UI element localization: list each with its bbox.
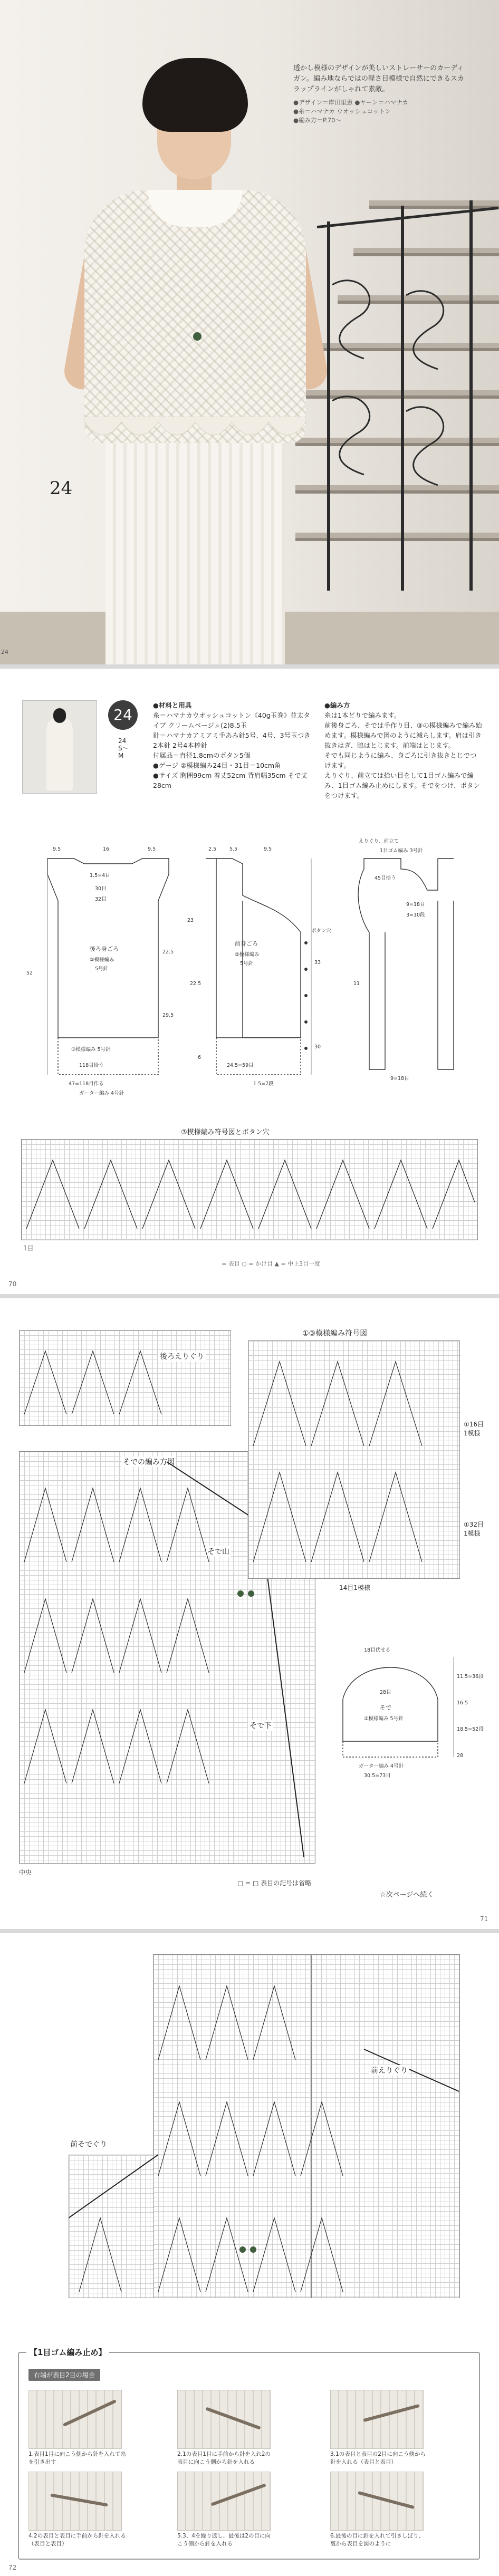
model-figure [63, 58, 338, 664]
needle-icon [363, 2404, 420, 2422]
materials-line: 付属品＝直径1.8cmのボタン5個 [153, 751, 251, 759]
credit-line: ●編み方＝P.70〜 [293, 117, 341, 124]
method-block [324, 700, 483, 800]
dim-label: 3=10段 [406, 912, 425, 918]
lace-motifs [69, 1954, 459, 2297]
collar-label: えりぐり、前立て [359, 838, 399, 844]
lace-motifs [248, 1340, 459, 1578]
dim-label: 11 [353, 981, 360, 987]
sleeve-under-label: そで下 [248, 1720, 273, 1731]
dim-label: 118目拾う [79, 1063, 104, 1068]
dim-label: 18.5=52段 [457, 1726, 484, 1732]
sleeve-title: そで [380, 1704, 391, 1711]
repeat-label-c: 14目1模様 [338, 1583, 372, 1592]
dim-label: 11.5=36段 [457, 1674, 484, 1680]
brooch [193, 332, 201, 341]
front-armhole-label: 前えりぐり [369, 2065, 409, 2076]
method-line: えりぐり、前立ては拾い目をして1目ゴム編みで編み、1目ゴム編み止めにします。そでをつけ、ボタンをつけます。 [324, 771, 480, 799]
step-caption: 6.最後の目に針を入れて引きしぼり、裏から表目を図のように [330, 2533, 425, 2547]
collar-band-schematic [358, 858, 454, 1069]
dim-label: 30目 [95, 886, 107, 892]
needle-icon [63, 2399, 117, 2427]
dim-label: 52 [26, 970, 33, 976]
schematic-diagram [16, 827, 483, 1122]
center-mark: 中央 [19, 1869, 32, 1876]
railing-scrollwork [327, 264, 475, 517]
credit-line: ●糸＝ハマナカ ウオッシュコットン [293, 108, 391, 115]
dim-label: 16.5 [457, 1700, 468, 1706]
dim-label: 6 [198, 1055, 201, 1060]
dim-label: 32目 [95, 896, 107, 902]
back-armhole-label: 後ろえりぐり [158, 1351, 206, 1362]
step-caption: 5.3、4を繰り返し、最後は2の目に向こう側から針を入れる [177, 2533, 271, 2547]
dim-label: 47=118目作る [69, 1081, 104, 1087]
method-line: 前後身ごろ、そでは手作り目、③の模様編みで編み始めます。模様編みで図のように減らします。肩は引き抜きはぎ、脇はとじます。前端はとじます。 [324, 721, 482, 749]
model-hair [142, 58, 248, 132]
dim-label: 23 [187, 918, 194, 923]
side-page-number: 24 [1, 649, 8, 655]
dim-label: 29.5 [162, 1012, 174, 1018]
dim-label: 30 [314, 1044, 321, 1050]
button-holes [304, 941, 308, 1050]
needle-icon [205, 2407, 261, 2429]
dim-label: 1.5=7段 [253, 1081, 274, 1087]
pattern-chart-title: ①③模様編み符号図 [301, 1328, 369, 1338]
chart-title: ③模様編み符号図とボタン穴 [179, 1126, 271, 1136]
stair-step [353, 248, 499, 256]
method-heading: ●編み方 [324, 701, 350, 709]
dim-label: 28 [457, 1753, 464, 1759]
thumbnail-photo [22, 700, 97, 794]
page-separator [0, 1294, 499, 1298]
thumbnail-head [53, 708, 66, 723]
technique-box [18, 2352, 480, 2560]
front-body-label: 前身ごろ [235, 940, 258, 947]
materials-line: ●ゲージ ②模様編み24目・31目＝10cm角 [153, 761, 281, 769]
button-hole-label: ボタン穴 [311, 928, 332, 934]
materials-line: 針＝ハマナカアミアミ手あみ針5号、4号、3号玉つき2本針 2号4本棒針 [153, 731, 311, 749]
dim-label: 22.5 [190, 981, 201, 987]
dim-label: 1.5=4目 [90, 873, 110, 879]
step-caption: 1.表目1目に向こう側から針を入れて糸を引き出す [28, 2451, 126, 2465]
dim-label: 45目拾う [375, 875, 396, 881]
stair-step [369, 200, 499, 209]
thumbnail-figure [46, 717, 73, 790]
dim-label: 5.5 [229, 846, 238, 852]
back-body-needle: 5号針 [95, 966, 109, 972]
collar-sub: 1目ゴム編み 3号針 [380, 848, 423, 854]
next-page-note: ☆次ページへ続く [380, 1891, 434, 1899]
hem-label: ③模様編み 5号針 [71, 1047, 111, 1053]
model-skirt [105, 438, 285, 664]
method-line: 糸は1本どりで編みます。 [324, 711, 401, 719]
lace-cardigan [84, 190, 306, 443]
step-illustration [177, 2390, 271, 2449]
step-caption: 2.1の表目1目に手前から針を入れ2の表目に向こう側から針を入れる [177, 2451, 271, 2465]
dim-label: 16 [103, 846, 110, 852]
sleeve-sub: ②模様編み 5号針 [364, 1716, 404, 1722]
charts-page [0, 1298, 499, 1929]
dim-label: 9.5 [264, 846, 272, 852]
materials-line: ●サイズ 胸囲99cm 着丈52cm 背肩幅35cm そで丈28cm [153, 771, 308, 789]
instructions-page [0, 669, 499, 1294]
front-body-schematic [206, 858, 311, 1075]
step-illustration [330, 2472, 424, 2531]
step-illustration [28, 2390, 122, 2449]
lace-motifs [21, 1139, 477, 1239]
page-number: 72 [8, 2564, 17, 2571]
sleeve-hem: ガーター編み 4号針 [359, 1763, 404, 1769]
materials-line: 糸＝ハマナカウオッシュコットン《40g玉巻》並太タイプ クリームベージュ(2)8.5玉 [153, 711, 310, 729]
dim-label: 22.5 [162, 949, 174, 955]
pattern-badge: 24 [108, 700, 138, 730]
step-caption: 3.1の表目と表目の2目に向こう側から針を入れる（表目と表目） [330, 2451, 426, 2465]
credit-line: ●デザイン＝岸田里恵 ●ヤーン＝ハマナカ [293, 99, 408, 106]
materials-heading: ●材料と用具 [153, 701, 192, 709]
caption-text: 透かし模様のデザインが美しいストレーサーのカーディガン。編み地ならではの軽さ目模様で自然にできるスカラップラインがしゃれて素敵。 [293, 64, 464, 93]
back-body-label: 後ろ身ごろ [90, 946, 119, 952]
size-label: 24 S〜M [118, 737, 129, 759]
legend: = 表目 ○ = かけ目 ▲ = 中上3目一度 [222, 1260, 321, 1267]
step-illustration [330, 2390, 424, 2449]
sleeve-chart-label: そでの編み方図 [121, 1456, 176, 1467]
photo-page [0, 0, 499, 664]
back-body-sub: ②模様編み [90, 957, 114, 963]
technique-title: 【1目ゴム編み止め】 [26, 2347, 109, 2358]
dim-label: 9=18目 [390, 1076, 409, 1082]
step-illustration [28, 2472, 122, 2531]
scallop-hem [84, 417, 306, 448]
sleeve-schematic [322, 1636, 491, 1783]
step-illustration [177, 2472, 271, 2531]
chart-note: 1目 [23, 1244, 34, 1252]
technique-subtitle: 右端が表目2目の場合 [28, 2369, 100, 2381]
dim-label: 18目伏せる [364, 1647, 391, 1653]
photo-caption [293, 63, 467, 125]
dim-label: 9=18目 [406, 902, 425, 908]
page-number: 70 [8, 1280, 17, 1288]
dim-label: 24.5=59目 [227, 1063, 254, 1068]
front-sleeve-label: 前そでぐり [69, 2139, 109, 2149]
dim-label: 33 [314, 960, 321, 966]
dim-label: 28目 [380, 1690, 391, 1695]
sleeve-cap-label: そで山 [206, 1546, 231, 1557]
legend: □ = □ 表目の記号は省略 [237, 1879, 312, 1887]
garter-label: ガーター編み 4号針 [79, 1091, 124, 1096]
step-caption: 4.2の表目と表目に手前から針を入れる（表目と表目） [28, 2533, 126, 2547]
dim-label: 2.5 [208, 846, 217, 852]
method-line: そでも同じように編み、身ごろに引き抜きとじでつけます。 [324, 751, 477, 769]
front-body-sub: ②模様編み [235, 952, 260, 958]
repeat-label-a: ①16目1模様 [462, 1420, 486, 1437]
page-separator [0, 664, 499, 669]
dim-label: 9.5 [148, 846, 156, 852]
charts-technique-page [0, 1933, 499, 2576]
needle-icon [50, 2493, 108, 2506]
dim-label: 30.5=73目 [364, 1773, 391, 1779]
front-body-needle: 5号針 [240, 961, 254, 967]
needle-icon [358, 2491, 415, 2509]
page-number: 71 [480, 1915, 488, 1923]
pattern-number: 24 [50, 478, 73, 499]
page-separator [0, 1929, 499, 1933]
needle-icon [210, 2483, 266, 2506]
materials-block [153, 700, 311, 790]
repeat-label-b: ①32目1模様 [462, 1520, 486, 1538]
dim-label: 9.5 [53, 846, 61, 852]
